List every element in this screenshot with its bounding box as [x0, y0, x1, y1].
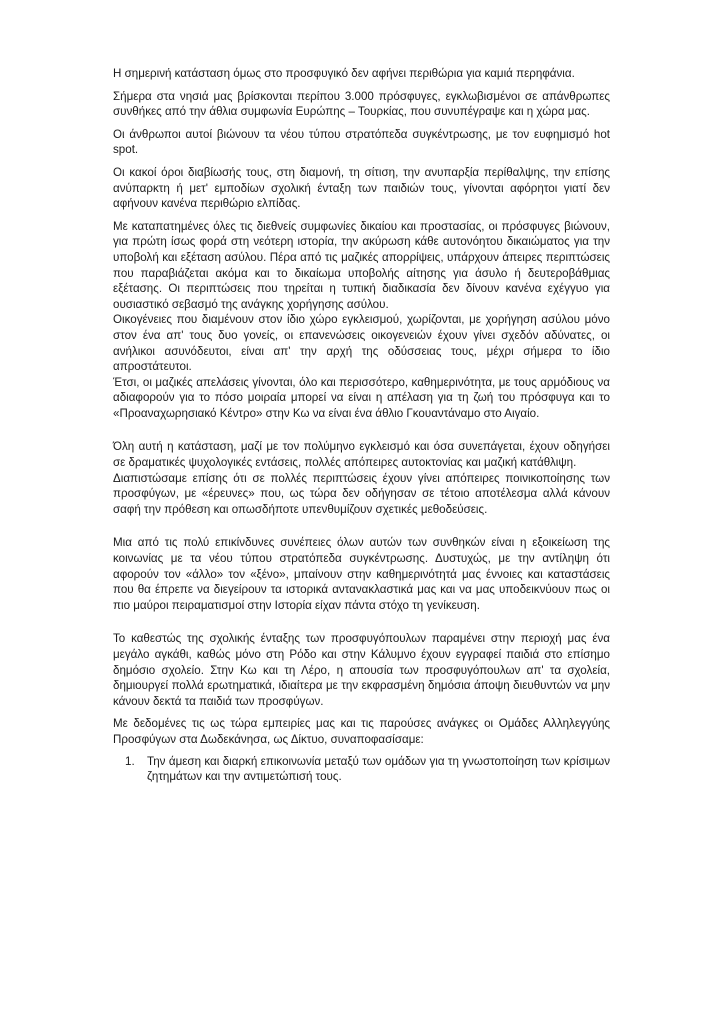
paragraph: Διαπιστώσαμε επίσης ότι σε πολλές περιπτώσεις έχουν γίνει απόπειρες ποινικοποίησης των προσφύγων, με «έρευνες» που, ως τώρα δεν οδήγησαν σε τέτοιο αποτέλεσμα αλλά κάνουν σαφή την πρόθεση και οπωσδήποτε υπενθυμίζουν σχετικές μεθοδεύσεις. — [113, 471, 610, 516]
paragraph: Οι άνθρωποι αυτοί βιώνουν τα νέου τύπου στρατόπεδα συγκέντρωσης, με τον ευφημισμό hot spot. — [113, 127, 610, 157]
paragraph: Η σημερινή κατάσταση όμως στο προσφυγικό δεν αφήνει περιθώρια για καμιά περηφάνια. — [113, 67, 575, 80]
paragraph: Οι κακοί όροι διαβίωσής τους, στη διαμονή, τη σίτιση, την ανυπαρξία περίθαλψης, την επίσης ανύπαρκτη ή μετ' εμποδίων σχολική ένταξη των παιδιών τους, γίνονται αφόρητοι γιατί δεν αφήνουν κανένα περιθώριο ελπίδας. — [113, 165, 610, 211]
paragraph: Μια από τις πολύ επικίνδυνες συνέπειες όλων αυτών των συνθηκών είναι η εξοικείωση της κοινωνίας με τα νέου τύπου στρατόπεδα συγκέντρωσης. Δυστυχώς, με την αντίληψη ότι αφορούν τον «άλλο» τον «ξένο», μπαίνουν στην καθημερινότητά μας έννοιες και καταστάσεις που θα έπρεπε να διεγείρουν τα ιστορικά αντανακλαστικά μας και να μας υποδεικνύουν πως οι πιο μαύροι πειραματισμοί στην Ιστορία είχαν πάντα στόχο τη γενίκευση. — [113, 536, 610, 612]
paragraph: Όλη αυτή η κατάσταση, μαζί με τον πολύμηνο εγκλεισμό και όσα συνεπάγεται, έχουν οδηγήσει σε δραματικές ψυχολογικές εντάσεις, πολλές απόπειρες αυτοκτονίας και μαζική κατάθλιψη. — [113, 440, 610, 470]
paragraph: Έτσι, οι μαζικές απελάσεις γίνονται, όλο και περισσότερο, καθημερινότητα, με τους αρμόδιους να αδιαφορούν για το πόσο μοιραία μπορεί να είναι η απέλαση για τη ζωή του πρόσφυγα και το «Προαναχωρησιακό Κέντρο» στην Κω να είναι ένα άθλιο Γκουαντάναμο στο Αιγαίο. — [113, 375, 610, 420]
paragraph: Σήμερα στα νησιά μας βρίσκονται περίπου 3.000 πρόσφυγες, εγκλωβισμένοι σε απάνθρωπες συνθήκες από την άθλια συμφωνία Ευρώπης – Τουρκίας, που συνυπέγραψε και η χώρα μας. — [113, 89, 610, 119]
paragraph: Με καταπατημένες όλες τις διεθνείς συμφωνίες δικαίου και προστασίας, οι πρόσφυγες βιώνουν, για πρώτη ίσως φορά στη νεότερη ιστορία, την ακύρωση κάθε αυτονόητου δικαιώματος για την υποβολή και εξέταση ασύλου. Πέρα από τις μαζικές απορρίψεις, υπάρχουν άπειρες περιπτώσεις που παραβιάζεται ακόμα και το δικαίωμα υποβολής αίτησης για άσυλο ή δευτεροβάθμιας εξέτασης. Οι περιπτώσεις που τηρείται η τυπική διαδικασία δεν δίνουν κανένα εχέγγυο για ουσιαστικό σεβασμό της ανάγκης χορήγησης ασύλου. — [113, 219, 610, 311]
document-page — [113, 66, 610, 785]
decisions-list — [113, 754, 610, 785]
list-item — [113, 754, 610, 785]
paragraph: Οικογένειες που διαμένουν στον ίδιο χώρο εγκλεισμού, χωρίζονται, με χορήγηση ασύλου μόνο στον ένα απ' τους δυο γονείς, οι επανενώσεις οικογενειών έχουν γίνει σχεδόν αδύνατες, οι ανήλικοι ασυνόδευτοι, είναι απ' την αρχή της οδύσσειας τους, μέχρι σήμερα το ίδιο απροστάτευτοι. — [113, 313, 610, 374]
list-item-text: Την άμεση και διαρκή επικοινωνία μεταξύ των ομάδων για τη γνωστοποίηση των κρίσιμων ζητημάτων και την αντιμετώπισή τους. — [147, 754, 610, 784]
list-item-number: 1. — [125, 754, 135, 768]
paragraph: Με δεδομένες τις ως τώρα εμπειρίες μας και τις παρούσες ανάγκες οι Ομάδες Αλληλεγγύης Προσφύγων στα Δωδεκάνησα, ως Δίκτυο, συναποφασίσαμε: — [113, 717, 610, 746]
paragraph: Το καθεστώς της σχολικής ένταξης των προσφυγόπουλων παραμένει στην περιοχή μας ένα μεγάλο αγκάθι, καθώς μόνο στη Ρόδο και στην Κάλυμνο έχουν εγγραφεί παιδιά στο επίσημο δημόσιο σχολείο. Στην Κω και τη Λέρο, η απουσία των προσφυγόπουλων απ' τα σχολεία, δημιουργεί πολλά ερωτηματικά, ιδιαίτερα με την εκφρασμένη δημόσια άποψη διευθυντών να μην κάνουν δεκτά τα παιδιά των προσφύγων. — [113, 632, 610, 708]
